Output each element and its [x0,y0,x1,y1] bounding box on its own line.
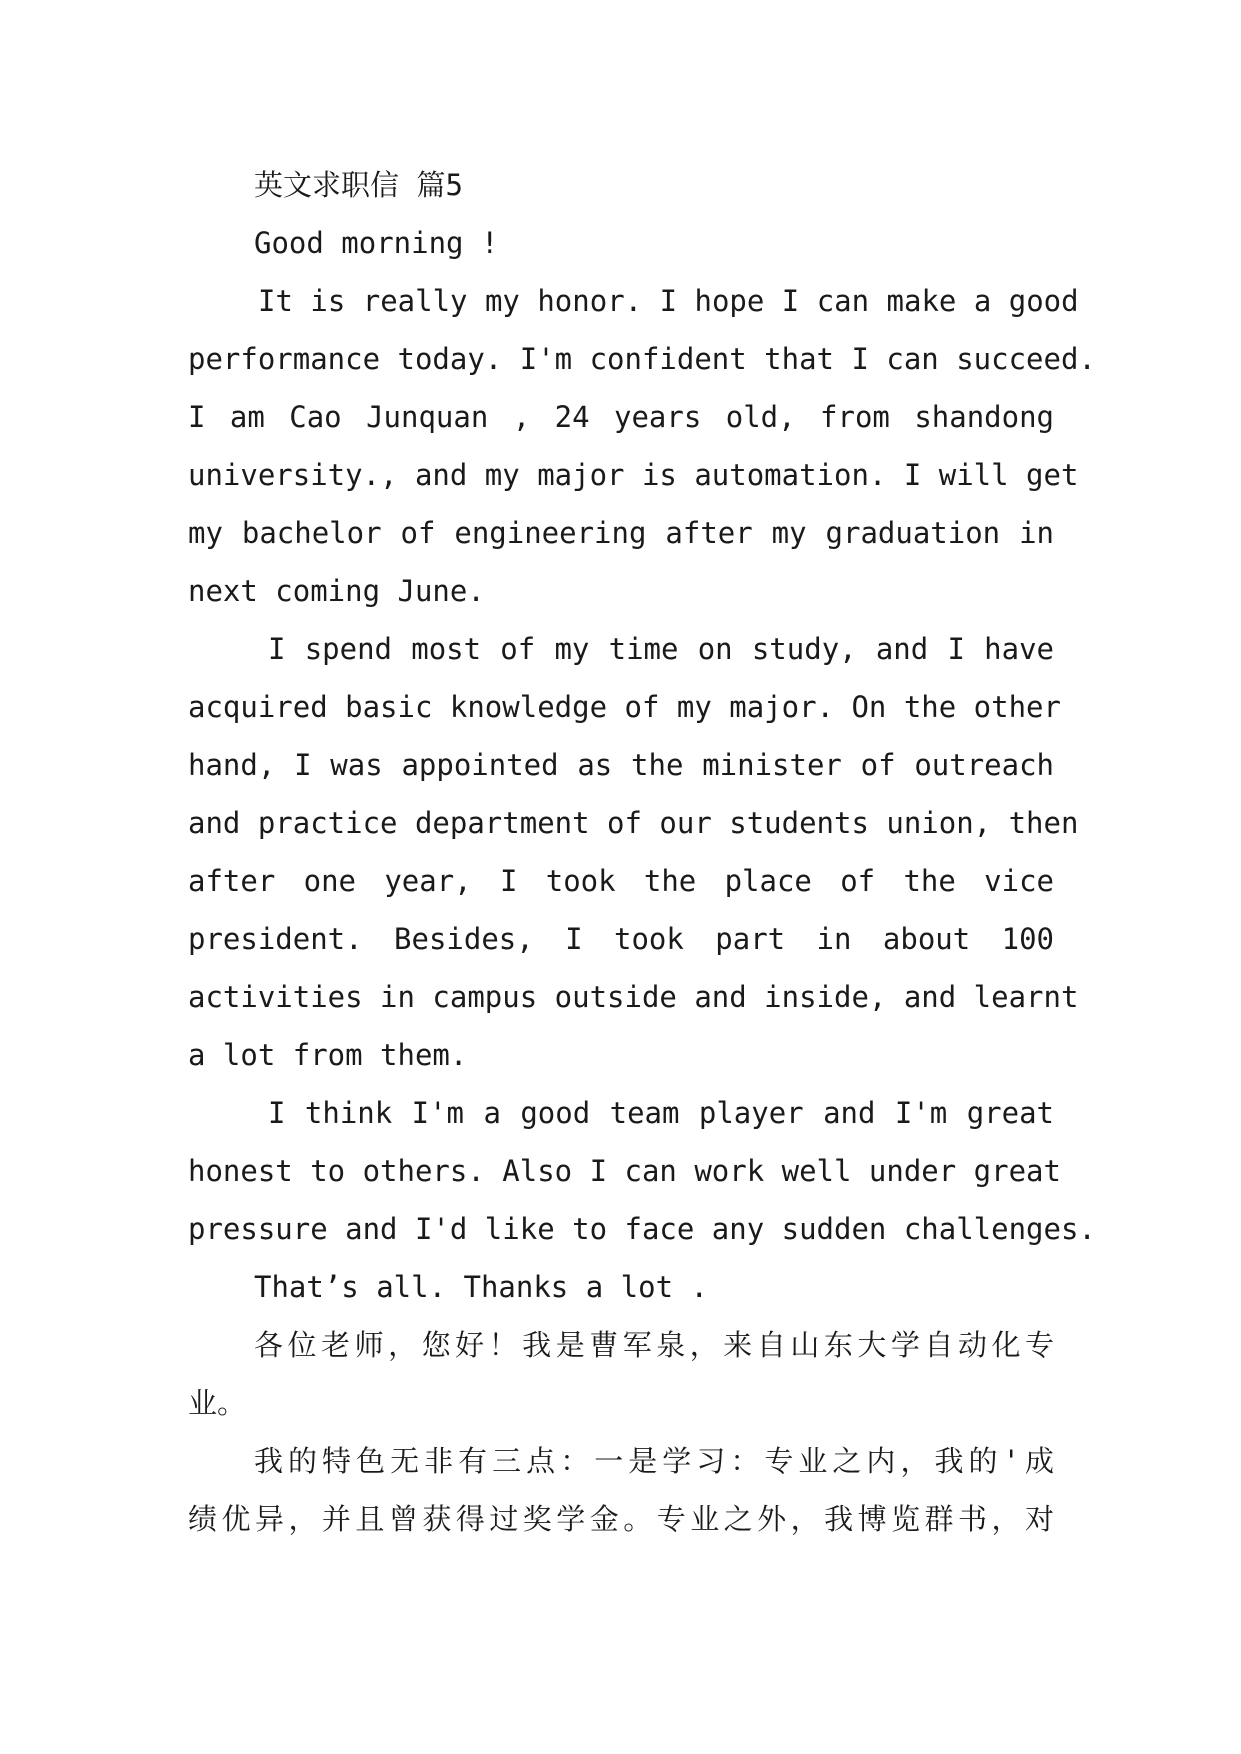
paragraph-line: next coming June. [188,574,485,608]
paragraph-line: and practice department of our students union, then [188,806,1079,840]
document-body [188,156,1096,1548]
document-heading: 英文求职信 篇5 [254,168,463,202]
chinese-paragraph-line: 各位老师，您好！我是曹军泉，来自山东大学自动化专 [254,1328,1054,1362]
paragraph-line: after one year, I took the place of the vice [188,864,1054,898]
paragraph-line: I am Cao Junquan , 24 years old, from shandong [188,400,1054,434]
chinese-paragraph-line: 业。 [188,1386,247,1420]
paragraph-line: hand, I was appointed as the minister of outreach [188,748,1054,782]
paragraph-line: president. Besides, I took part in about 100 [188,922,1054,956]
paragraph-line: activities in campus outside and inside, and learnt [188,980,1079,1014]
closing-line: That’s all. Thanks a lot . [254,1270,708,1304]
paragraph-line: It is really my honor. I hope I can make a good [258,284,1079,318]
paragraph-line: university., and my major is automation. I will get [188,458,1079,492]
paragraph-line: I spend most of my time on study, and I have [268,632,1054,666]
chinese-paragraph-line: 绩优异，并且曾获得过奖学金。专业之外，我博览群书，对 [188,1502,1054,1536]
paragraph-line: a lot from them. [188,1038,468,1072]
paragraph-line: my bachelor of engineering after my graduation in [188,516,1054,550]
chinese-paragraph-line: 我的特色无非有三点：一是学习：专业之内，我的'成 [254,1444,1054,1478]
greeting: Good morning ! [254,226,499,260]
paragraph-line: acquired basic knowledge of my major. On the other [188,690,1061,724]
paragraph-line: honest to others. Also I can work well under great [188,1154,1061,1188]
paragraph-line: performance today. I'm confident that I can succeed. [188,342,1096,376]
paragraph-line: pressure and I'd like to face any sudden challenges. [188,1212,1096,1246]
paragraph-line: I think I'm a good team player and I'm great [268,1096,1054,1130]
